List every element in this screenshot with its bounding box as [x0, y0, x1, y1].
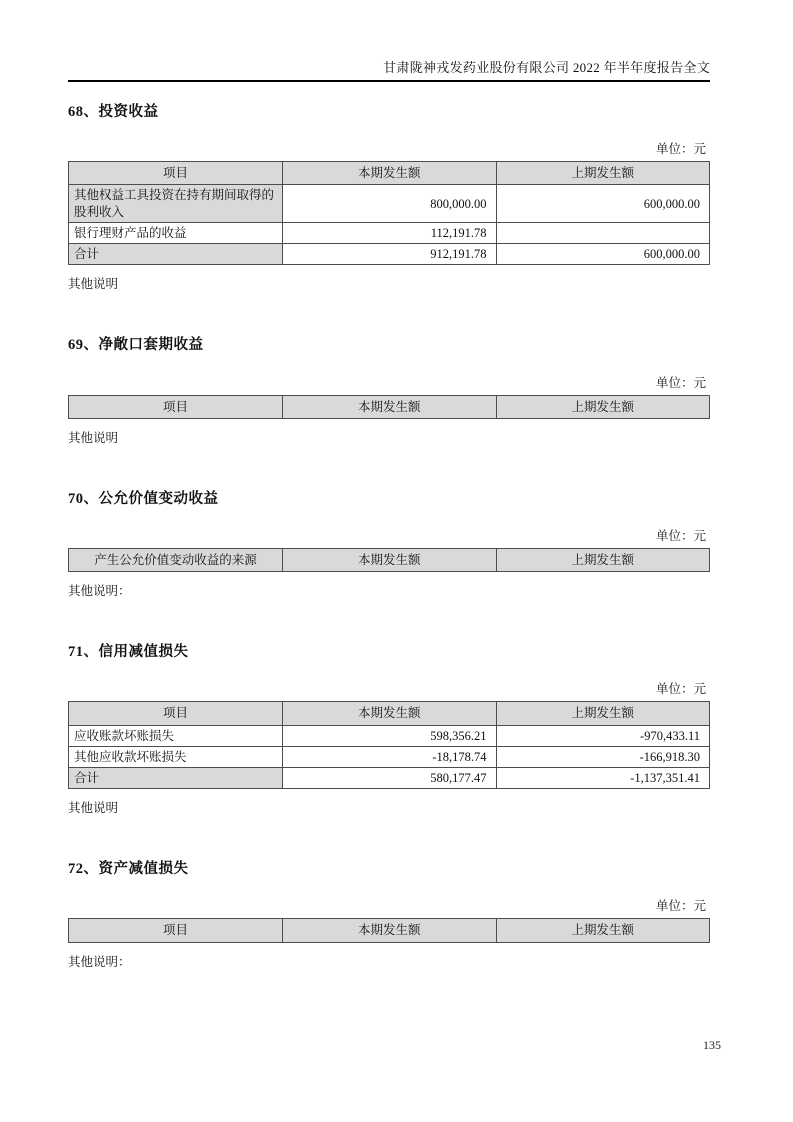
data-table: [68, 918, 710, 942]
column-header: 项目: [69, 395, 283, 418]
table-row: [69, 725, 710, 746]
table-header-row: [69, 162, 710, 185]
prior-amount-cell: [496, 222, 709, 243]
section-heading: 70、公允价值变动收益: [68, 490, 219, 507]
row-label-cell: 应收账款坏账损失: [69, 725, 283, 746]
column-header: 项目: [69, 919, 283, 942]
report-section: [68, 490, 710, 599]
other-note: 其他说明: [68, 430, 119, 445]
current-amount-cell: 800,000.00: [283, 185, 496, 223]
section-heading: 69、净敞口套期收益: [68, 337, 204, 354]
current-amount-cell: -18,178.74: [283, 746, 496, 767]
column-header: 项目: [69, 162, 283, 185]
column-header: 上期发生额: [496, 395, 709, 418]
prior-amount-cell: -1,137,351.41: [496, 768, 709, 789]
report-section: [68, 860, 710, 969]
table-row: [69, 244, 710, 265]
current-amount-cell: 912,191.78: [283, 244, 496, 265]
section-heading: 71、信用减值损失: [68, 644, 189, 661]
prior-amount-cell: 600,000.00: [496, 244, 709, 265]
row-label-cell: 银行理财产品的收益: [69, 222, 283, 243]
column-header: 本期发生额: [283, 919, 496, 942]
table-header-row: [69, 702, 710, 725]
column-header: 上期发生额: [496, 162, 709, 185]
column-header: 本期发生额: [283, 162, 496, 185]
column-header: 上期发生额: [496, 548, 709, 571]
table-header-row: [69, 548, 710, 571]
table-row: [69, 768, 710, 789]
page-number: 135: [703, 1038, 721, 1052]
column-header: 上期发生额: [496, 702, 709, 725]
section-heading: 72、资产减值损失: [68, 861, 189, 878]
table-header-row: [69, 395, 710, 418]
prior-amount-cell: 600,000.00: [496, 185, 709, 223]
unit-label: 单位：元: [655, 142, 706, 157]
page-header-title: 甘肃陇神戎发药业股份有限公司 2022 年半年度报告全文: [383, 60, 710, 75]
unit-label: 单位：元: [655, 375, 706, 390]
report-section: [68, 336, 710, 445]
report-section: [68, 103, 710, 292]
table-row: [69, 185, 710, 223]
column-header: 本期发生额: [283, 548, 496, 571]
unit-label: 单位：元: [655, 899, 706, 914]
table-row: [69, 222, 710, 243]
column-header: 本期发生额: [283, 702, 496, 725]
column-header: 项目: [69, 702, 283, 725]
data-table: [68, 395, 710, 419]
row-label-cell: 其他权益工具投资在持有期间取得的股利收入: [69, 185, 283, 223]
column-header: 上期发生额: [496, 919, 709, 942]
table-header-row: [69, 919, 710, 942]
other-note: 其他说明：: [68, 954, 131, 969]
column-header: 产生公允价值变动收益的来源: [69, 548, 283, 571]
section-heading: 68、投资收益: [68, 104, 159, 120]
column-header: 本期发生额: [283, 395, 496, 418]
current-amount-cell: 580,177.47: [283, 768, 496, 789]
row-label-cell: 合计: [69, 768, 283, 789]
prior-amount-cell: -166,918.30: [496, 746, 709, 767]
other-note: 其他说明：: [68, 584, 131, 599]
other-note: 其他说明: [68, 277, 119, 292]
page-header: [68, 0, 710, 82]
unit-label: 单位：元: [655, 682, 706, 697]
current-amount-cell: 112,191.78: [283, 222, 496, 243]
other-note: 其他说明: [68, 801, 119, 816]
sections-container: [68, 103, 710, 970]
row-label-cell: 其他应收款坏账损失: [69, 746, 283, 767]
table-row: [69, 746, 710, 767]
current-amount-cell: 598,356.21: [283, 725, 496, 746]
data-table: [68, 548, 710, 572]
report-section: [68, 643, 710, 816]
unit-label: 单位：元: [655, 528, 706, 543]
data-table: [68, 161, 710, 265]
row-label-cell: 合计: [69, 244, 283, 265]
data-table: [68, 701, 710, 789]
prior-amount-cell: -970,433.11: [496, 725, 709, 746]
